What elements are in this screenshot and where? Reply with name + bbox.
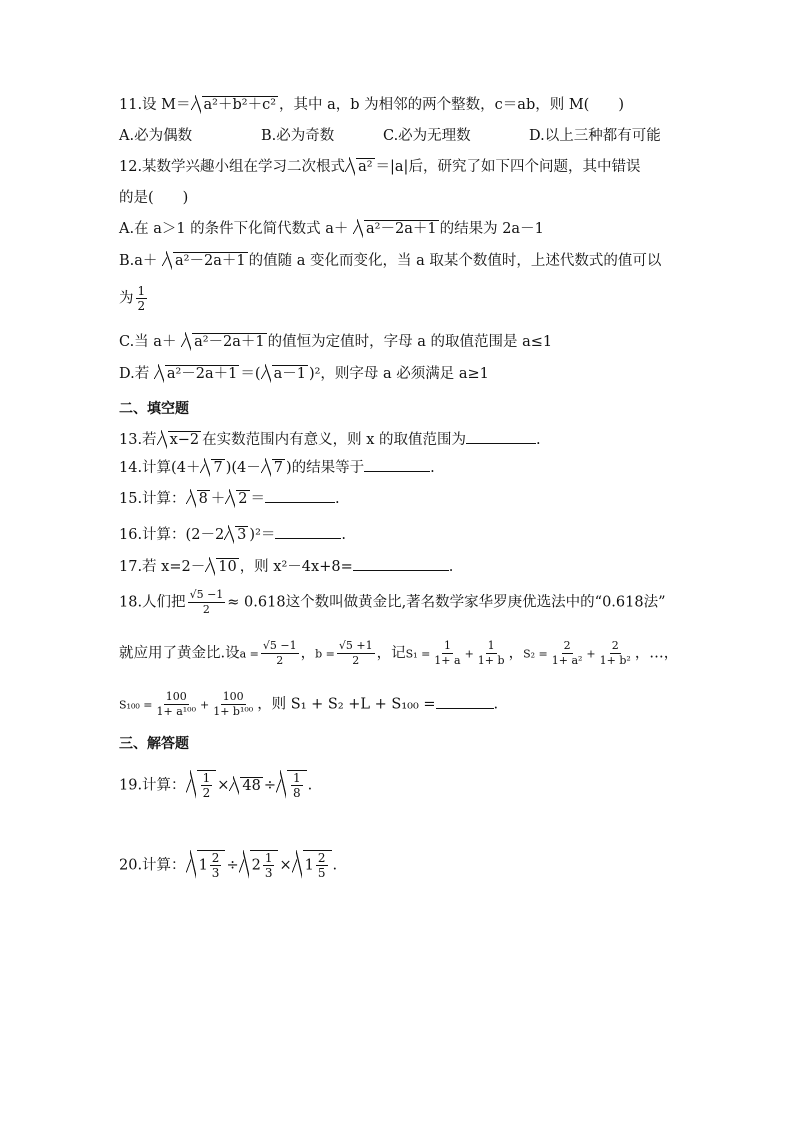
q11-prefix: 11.设 M＝ xyxy=(119,97,191,113)
q20-times: × xyxy=(279,857,292,874)
frac-den: 1+ b xyxy=(477,654,505,667)
frac-den: 2 xyxy=(352,654,360,667)
q14-end: . xyxy=(430,460,435,476)
frac-den: 5 xyxy=(317,866,326,880)
q12-optA-prefix: A.在 a＞1 的条件下化简代数式 a＋ xyxy=(119,221,354,237)
q19-div: ÷ xyxy=(263,777,276,794)
q15-prefix: 15.计算： xyxy=(119,491,186,507)
frac-num: 1 xyxy=(264,851,273,865)
q12-optA-radicand: a²－2a＋1 xyxy=(366,221,437,237)
question-19 xyxy=(119,770,312,800)
q15-rad1: 8 xyxy=(198,491,208,507)
q17-end: . xyxy=(448,559,454,575)
q18-line2: 就应用了黄金比.设a = $\frac{√5 -1}{2}$ ，b = $\frac{√5 +1}{2}$ ，记S₁ = $\frac{1}{1+ a}$ + $\frac{1}{1+ b}$ ，S₂ = $\frac{2}{\text{1+ a²}}$ + $\frac{2}{\text{1+ b²}}$ ，…， xyxy=(119,639,679,667)
q12-line1-prefix: 12.某数学兴趣小组在学习二次根式 xyxy=(119,159,346,175)
frac-num: 100 xyxy=(222,690,244,703)
frac-num: 2 xyxy=(611,639,619,652)
frac-den: 2 xyxy=(276,654,284,667)
q12-option-a xyxy=(119,219,544,239)
q14-rad1: 7 xyxy=(213,460,223,476)
answer-blank[interactable] xyxy=(265,488,335,503)
sqrt-symbol xyxy=(186,770,217,800)
answer-blank[interactable] xyxy=(275,524,341,539)
frac-num: √5 −1 xyxy=(189,588,224,601)
q20-rad1 xyxy=(197,850,226,880)
answer-blank[interactable] xyxy=(466,429,536,444)
q12-line1-suffix: ＝|a|后，研究了如下四个问题，其中错误 xyxy=(375,159,641,175)
fraction xyxy=(263,851,275,880)
q11-option-a: A.必为偶数 xyxy=(119,128,193,144)
q17-prefix: 17.若 x=2－ xyxy=(119,559,206,575)
q13-suffix: 在实数范围内有意义，则 x 的取值范围为 xyxy=(202,432,467,448)
fraction xyxy=(261,639,299,668)
q20-rad2 xyxy=(250,850,279,880)
whole-number: 2 xyxy=(251,857,261,874)
q16-end: . xyxy=(341,527,346,543)
q12-optC-radicand: a²－2a＋1 xyxy=(194,334,265,350)
q18-line3: S₁₀₀ = $\frac{100}{\text{1+ a¹⁰⁰}}$ + $\frac{100}{\text{1+ b¹⁰⁰}}$ ，则 S₁ + S₂ +L + S₁₀₀ = . xyxy=(119,690,499,718)
answer-blank[interactable] xyxy=(353,556,449,571)
answer-blank[interactable] xyxy=(364,457,430,472)
question-17 xyxy=(119,556,453,577)
frac-den: 1+ a xyxy=(434,654,461,667)
q15-rad2: 2 xyxy=(238,491,248,507)
frac-den: 8 xyxy=(292,786,301,800)
frac-num: 1 xyxy=(487,639,495,652)
q11-option-b: B.必为奇数 xyxy=(261,128,335,144)
q12-radicand: a² xyxy=(358,159,373,175)
q18-ji: ，记 xyxy=(376,645,406,662)
sqrt-symbol xyxy=(353,219,439,239)
sqrt-symbol xyxy=(162,251,248,271)
fraction xyxy=(598,639,633,668)
sqrt-symbol xyxy=(239,850,279,880)
q18-b-eq: b = xyxy=(315,647,335,661)
q18-end: . xyxy=(493,696,499,713)
q13-radicand: x−2 xyxy=(169,432,200,448)
question-13 xyxy=(119,429,541,450)
q14-prefix: 14.计算(4＋ xyxy=(119,460,201,476)
q12-optD-radicand: a²－2a＋1 xyxy=(166,366,238,382)
frac-den: 3 xyxy=(264,866,273,880)
q12-optB-radicand: a²－2a＋1 xyxy=(175,253,246,269)
q17-rad: 10 xyxy=(218,559,237,575)
q18-s1: S₁ = xyxy=(405,647,431,661)
q11-options xyxy=(119,126,661,146)
q18-prefix: 18.人们把 xyxy=(119,594,186,611)
fraction xyxy=(154,690,198,719)
frac-num: √5 −1 xyxy=(262,639,297,652)
fraction xyxy=(201,771,213,800)
frac-den: 2 xyxy=(137,299,146,313)
q12-optC-prefix: C.当 a＋ xyxy=(119,334,182,350)
q18-dots: ，…， xyxy=(634,645,679,662)
frac-num: √5 +1 xyxy=(338,639,373,652)
q18-then: ，则 S₁ + S₂ +L + S₁₀₀ = xyxy=(257,696,436,713)
fraction xyxy=(432,639,462,668)
section-answer-title: 三、解答题 xyxy=(119,736,189,752)
frac-den: 1+ b² xyxy=(599,654,631,667)
section-fill-in-title: 二、填空题 xyxy=(119,401,189,417)
frac-num: 1 xyxy=(202,771,211,785)
question-20 xyxy=(119,850,337,880)
sqrt-symbol xyxy=(276,770,307,800)
answer-blank[interactable] xyxy=(436,694,494,709)
frac-num: 2 xyxy=(317,851,326,865)
frac-den: 1+ b¹⁰⁰ xyxy=(213,705,254,718)
q12-optB-prefix: B.a＋ xyxy=(119,253,163,269)
whole-number: 1 xyxy=(198,857,208,874)
frac-num: 1 xyxy=(292,771,301,785)
q19-times: × xyxy=(217,777,230,794)
fraction xyxy=(210,851,222,880)
fraction xyxy=(550,639,585,668)
q15-plus: ＋ xyxy=(210,491,226,507)
sqrt-symbol xyxy=(224,525,248,545)
sqrt-symbol xyxy=(154,364,240,384)
sqrt-symbol xyxy=(205,557,238,577)
q14-mid: )(4－ xyxy=(225,460,261,476)
q12-optD-suffix: )²，则字母 a 必须满足 a≥1 xyxy=(308,366,489,382)
sqrt-symbol xyxy=(200,458,224,478)
sqrt-symbol xyxy=(157,430,202,450)
fraction xyxy=(188,588,226,617)
fraction xyxy=(136,284,148,313)
q12-option-b-line2 xyxy=(119,284,149,313)
q19-rad2: 48 xyxy=(242,777,261,794)
q20-rad3 xyxy=(303,850,332,880)
q16-suffix: )²＝ xyxy=(249,527,276,543)
frac-den: 3 xyxy=(211,866,220,880)
frac-den: 1+ a² xyxy=(551,654,583,667)
q12-optC-suffix: 的值恒为定值时，字母 a 的取值范围是 a≤1 xyxy=(267,334,553,350)
q20-div: ÷ xyxy=(226,857,239,874)
sqrt-symbol xyxy=(181,332,267,352)
q11-radicand: a²＋b²＋c² xyxy=(203,97,277,113)
sqrt-symbol xyxy=(186,850,226,880)
q18-s2: S₂ = xyxy=(523,647,548,661)
question-16 xyxy=(119,524,346,545)
sqrt-symbol xyxy=(261,364,308,384)
sqrt-symbol xyxy=(191,95,279,115)
sqrt-symbol xyxy=(225,489,249,509)
q12-option-b xyxy=(119,251,661,271)
frac-den: 2 xyxy=(202,603,210,616)
q11-option-d: D.以上三种都有可能 xyxy=(529,128,661,144)
q19-prefix: 19.计算： xyxy=(119,777,186,794)
question-15 xyxy=(119,488,340,509)
q12-optD-mid: ＝( xyxy=(240,366,261,382)
q18-line1-suffix: ≈ 0.618这个数叫做黄金比,著名数学家华罗庚优选法中的“0.618法” xyxy=(227,594,666,611)
whole-number: 1 xyxy=(304,857,314,874)
q14-suffix: )的结果等于 xyxy=(285,460,365,476)
q12-optB-line2: 为 xyxy=(119,290,134,307)
q12-line2: 的是( ) xyxy=(119,190,189,206)
frac-den: 2 xyxy=(202,786,211,800)
question-12 xyxy=(119,157,640,177)
q18-line2-prefix: 就应用了黄金比.设 xyxy=(119,645,240,662)
sqrt-symbol xyxy=(292,850,332,880)
frac-num: 1 xyxy=(443,639,451,652)
q14-rad2: 7 xyxy=(273,460,283,476)
q12-option-c xyxy=(119,332,552,352)
q12-optD-radicand2: a－1 xyxy=(273,366,306,382)
q16-prefix: 16.计算：(2－2 xyxy=(119,527,225,543)
q19-end: . xyxy=(307,777,313,794)
q19-rad3 xyxy=(287,770,307,800)
question-11 xyxy=(119,95,624,115)
q17-suffix: ，则 x²－4x+8= xyxy=(239,559,353,575)
sqrt-symbol xyxy=(229,776,262,796)
fraction xyxy=(291,771,303,800)
q12-optA-suffix: 的结果为 2a－1 xyxy=(439,221,544,237)
sqrt-symbol xyxy=(345,157,374,177)
frac-den: 1+ a¹⁰⁰ xyxy=(156,705,196,718)
q13-end: . xyxy=(536,432,541,448)
q15-eq: ＝ xyxy=(250,491,266,507)
fraction xyxy=(337,639,375,668)
q19-rad1 xyxy=(197,770,217,800)
q12-optD-prefix: D.若 xyxy=(119,366,154,382)
q12-optB-suffix: 的值随 a 变化而变化，当 a 取某个数值时，上述代数式的值可以 xyxy=(248,253,662,269)
q16-rad: 3 xyxy=(237,527,247,543)
fraction xyxy=(211,690,255,719)
frac-num: 100 xyxy=(165,690,187,703)
fraction xyxy=(476,639,507,668)
sqrt-symbol xyxy=(186,489,210,509)
q13-prefix: 13.若 xyxy=(119,432,157,448)
q20-end: . xyxy=(332,857,338,874)
q18-a-eq: a = xyxy=(239,647,259,661)
frac-num: 2 xyxy=(563,639,571,652)
question-14 xyxy=(119,457,435,478)
frac-num: 2 xyxy=(211,851,220,865)
q11-option-c: C.必为无理数 xyxy=(383,128,471,144)
q11-suffix: ，其中 a，b 为相邻的两个整数，c＝ab，则 M( ) xyxy=(279,97,624,113)
question-18 xyxy=(119,588,666,617)
q20-prefix: 20.计算： xyxy=(119,857,186,874)
fraction xyxy=(316,851,328,880)
sqrt-symbol xyxy=(261,458,285,478)
q18-s100: S₁₀₀ = xyxy=(119,698,153,712)
q12-option-d xyxy=(119,364,489,384)
frac-num: 1 xyxy=(137,284,146,298)
q15-end: . xyxy=(335,491,340,507)
